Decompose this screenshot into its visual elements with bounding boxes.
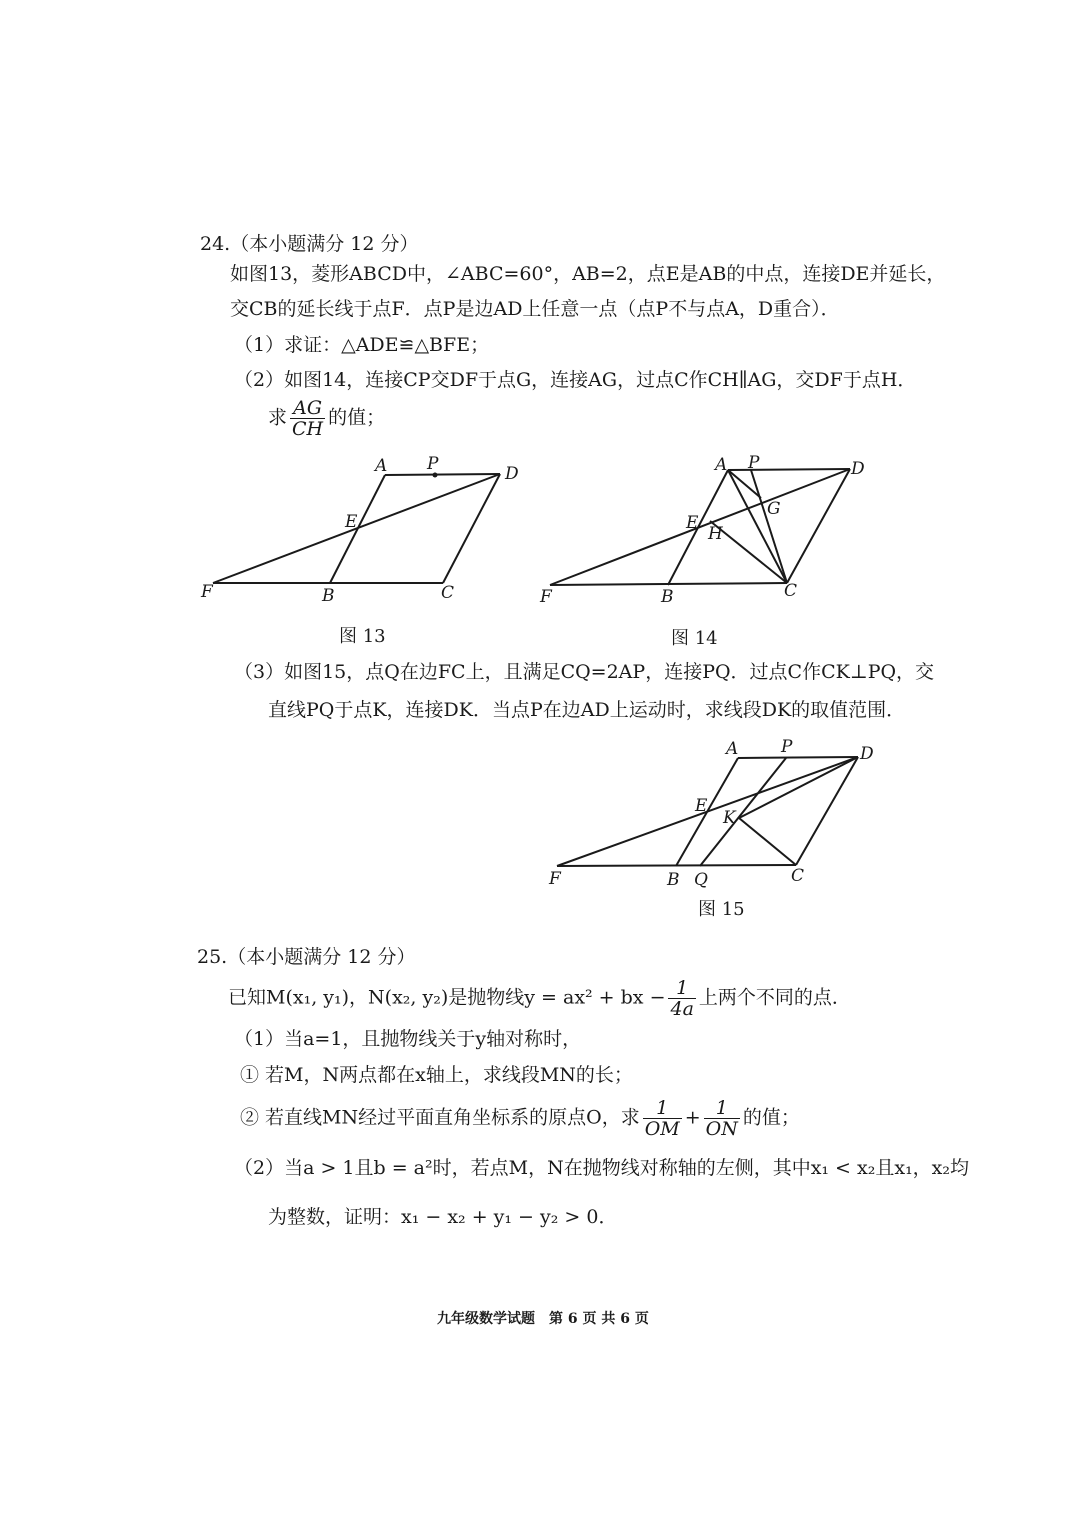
fraction-numerator: 1 [668, 978, 695, 999]
q24-header: 24.（本小题满分 12 分） [200, 233, 419, 255]
figure-15-caption: 图 15 [698, 899, 745, 920]
segment-fd [557, 757, 858, 866]
fraction-denominator: 4a [670, 998, 694, 1020]
segment-ac [728, 470, 787, 583]
fraction-numerator: AG [290, 398, 325, 419]
label-g: G [767, 499, 781, 519]
label-e: E [345, 512, 358, 532]
ag-over-ch-fraction [290, 398, 325, 439]
q25-part1-ii-suffix: 的值； [742, 1106, 800, 1129]
fraction-denominator: ON [705, 1118, 738, 1140]
q25-part1-i: ① 若M，N两点都在x轴上，求线段MN的长； [240, 1064, 633, 1086]
label-f: F [201, 582, 213, 602]
label-p: P [427, 454, 439, 474]
label-p: P [748, 453, 760, 473]
segment-ck [739, 818, 796, 865]
fraction-numerator: 1 [643, 1098, 682, 1119]
label-h: H [708, 524, 723, 544]
label-c: C [441, 583, 455, 603]
q25-stem-prefix: 已知M(x₁, y₁)，N(x₂, y₂)是抛物线y = ax² + bx − [228, 986, 666, 1009]
q25-stem-suffix: 上两个不同的点． [698, 986, 851, 1009]
label-d: D [851, 459, 865, 479]
label-c: C [791, 866, 805, 886]
label-q: Q [694, 870, 708, 890]
q25-part1-ii [240, 1098, 800, 1139]
q24-part2-ask [268, 398, 385, 439]
label-b: B [661, 587, 674, 607]
figure-13-caption: 图 13 [339, 626, 386, 647]
q25-part2-line1: （2）当a > 1且b = a²时，若点M，N在抛物线对称轴的左侧，其中x₁ < x₂且x₁，x₂均 [234, 1157, 970, 1179]
q25-part1-ii-prefix: ② 若直线MN经过平面直角坐标系的原点O，求 [240, 1106, 640, 1129]
page-footer: 九年级数学试题 第 6 页 共 6 页 [437, 1311, 649, 1327]
q24-stem-line1: 如图13，菱形ABCD中，∠ABC=60°，AB=2，点E是AB的中点，连接DE并延长， [230, 263, 946, 285]
label-a: A [375, 456, 388, 476]
one-over-on-fraction [704, 1098, 740, 1139]
fraction-denominator: CH [292, 418, 324, 440]
label-d: D [505, 464, 519, 484]
figure-13 [195, 455, 535, 605]
label-a: A [715, 455, 728, 475]
label-p: P [781, 737, 793, 757]
q24-stem-line2: 交CB的延长线于点F．点P是边AD上任意一点（点P不与点A，D重合）． [230, 298, 840, 320]
label-f: F [549, 869, 561, 889]
q24-part1: （1）求证：△ADE≌△BFE； [234, 334, 490, 356]
label-k: K [723, 808, 736, 828]
label-b: B [322, 586, 335, 606]
q25-stem [228, 978, 851, 1019]
label-e: E [686, 513, 699, 533]
label-a: A [726, 739, 739, 759]
q25-header: 25.（本小题满分 12 分） [197, 946, 416, 968]
one-over-4a-fraction [668, 978, 695, 1019]
q24-part2: （2）如图14，连接CP交DF于点G，连接AG，过点C作CH∥AG，交DF于点H． [234, 369, 917, 391]
segment-ad [728, 469, 850, 470]
q24-part2-ask-prefix: 求 [268, 406, 288, 429]
q25-part2-line2: 为整数，证明：x₁ − x₂ + y₁ − y₂ > 0． [268, 1206, 618, 1228]
segment-ad [385, 474, 500, 475]
figure-14 [535, 450, 875, 607]
q24-part3-line2: 直线PQ于点K，连接DK．当点P在边AD上运动时，求线段DK的取值范围． [268, 699, 906, 721]
segment-pq [700, 758, 786, 866]
q24-part2-ask-suffix: 的值； [328, 406, 386, 429]
label-f: F [540, 587, 552, 607]
q24-part3-line1: （3）如图15，点Q在边FC上，且满足CQ=2AP，连接PQ．过点C作CK⊥PQ，交 [234, 661, 935, 683]
one-over-om-fraction [643, 1098, 682, 1139]
label-c: C [784, 581, 798, 601]
fraction-numerator: 1 [704, 1098, 740, 1119]
fraction-denominator: OM [644, 1118, 680, 1140]
label-d: D [860, 744, 874, 764]
segment-ad [738, 757, 858, 758]
figure-15 [540, 735, 880, 890]
segment-dc [443, 474, 500, 583]
plus-sign: + [684, 1106, 701, 1129]
label-e: E [695, 796, 708, 816]
q25-part1: （1）当a=1，且抛物线关于y轴对称时， [234, 1028, 582, 1050]
segment-fd [550, 469, 850, 585]
label-b: B [667, 870, 680, 890]
segment-dc [787, 469, 850, 583]
figure-14-caption: 图 14 [671, 628, 718, 649]
